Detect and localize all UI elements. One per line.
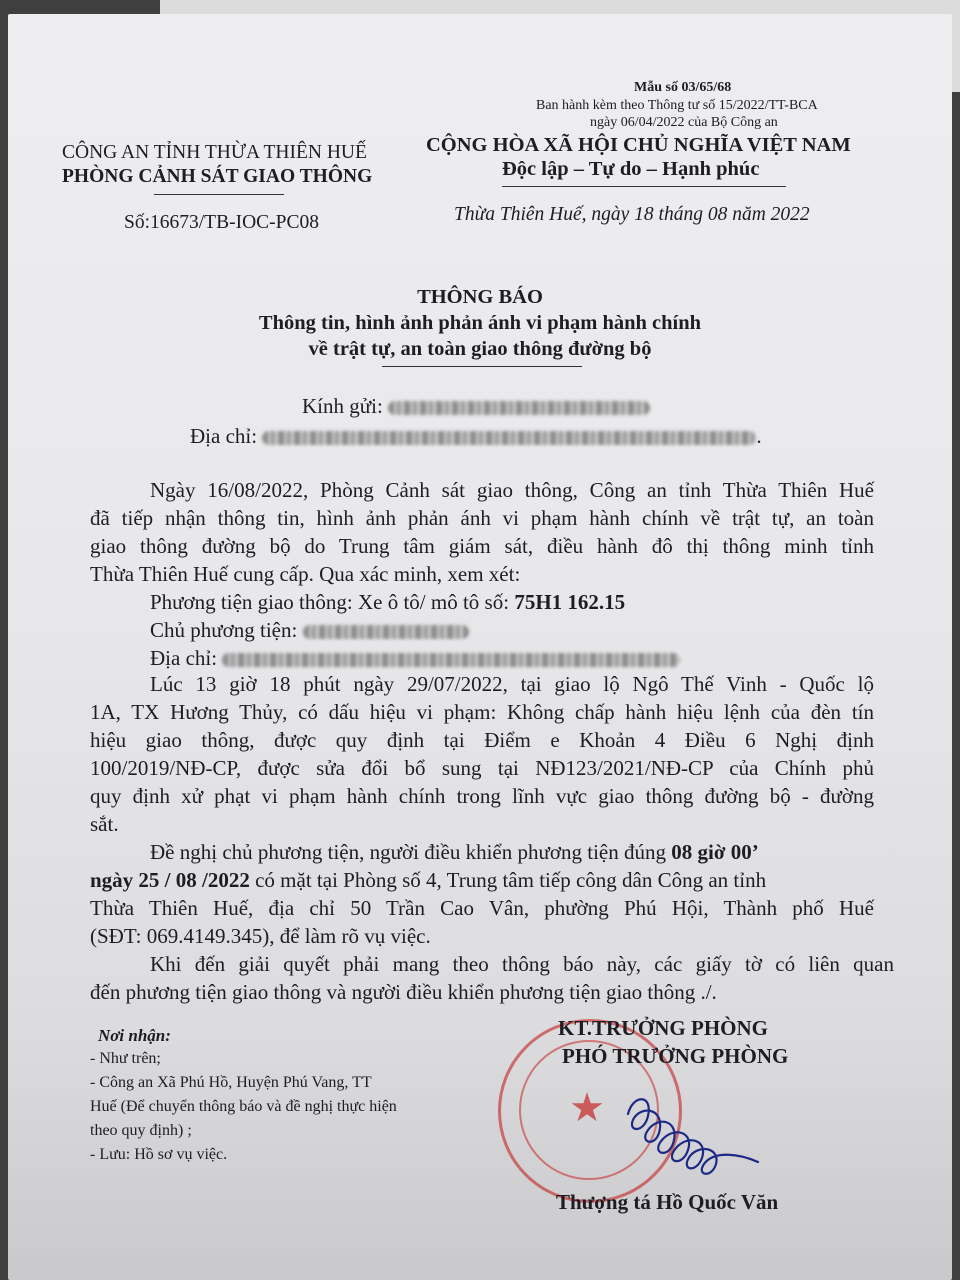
document-number: Số:16673/TB-IOC-PC08 — [124, 212, 320, 233]
signer-role-1: KT.TRƯỞNG PHÒNG — [558, 1016, 768, 1040]
document-title: THÔNG BÁO — [417, 286, 543, 308]
paragraph-2-line1: Lúc 13 giờ 18 phút ngày 29/07/2022, tại giao lộ Ngô Thế Vinh - Quốc lộ — [150, 672, 874, 696]
paragraph-1-line4: Thừa Thiên Huế cung cấp. Qua xác minh, xem xét: — [90, 562, 521, 586]
issued-by-line1: Ban hành kèm theo Thông tư số 15/2022/TT-BCA — [536, 98, 818, 113]
agency-underline — [154, 194, 284, 195]
recipient-label: Kính gửi: — [302, 394, 383, 418]
agency-parent: CÔNG AN TỈNH THỪA THIÊN HUẾ — [62, 142, 367, 163]
vehicle-plate: 75H1 162.15 — [514, 590, 626, 614]
motto-underline — [502, 186, 786, 187]
signer-role-2: PHÓ TRƯỞNG PHÒNG — [562, 1044, 789, 1068]
appointment-time: 08 giờ 00’ — [671, 840, 759, 864]
owner-address-line — [150, 646, 680, 671]
recipient-address-line: Địa chỉ: . — [190, 424, 762, 448]
recipient-item-2-line2: Huế (Để chuyển thông báo và đề nghị thực hiện — [90, 1098, 397, 1115]
paragraph-2-line4: 100/2019/NĐ-CP, được sửa đổi bổ sung tại NĐ123/2021/NĐ-CP của Chính phủ — [90, 756, 874, 780]
owner-address-label: Địa chỉ: — [150, 646, 218, 670]
address-label: Địa chỉ: — [190, 424, 258, 448]
paragraph-3-line1: Đề nghị chủ phương tiện, người điều khiển phương tiện đúng 08 giờ 00’ — [150, 840, 759, 864]
title-underline — [382, 366, 582, 367]
appointment-date: ngày 25 / 08 /2022 — [90, 868, 250, 892]
paragraph-4-line2: đến phương tiện giao thông và người điều khiển phương tiện giao thông ./. — [90, 980, 717, 1004]
agency-name: PHÒNG CẢNH SÁT GIAO THÔNG — [62, 166, 373, 187]
recipient-line — [302, 394, 650, 419]
signer-name: Thượng tá Hồ Quốc Văn — [556, 1190, 779, 1214]
paragraph-3-line2: ngày 25 / 08 /2022 có mặt tại Phòng số 4, Trung tâm tiếp công dân Công an tỉnh — [90, 868, 767, 892]
vehicle-line — [150, 590, 625, 615]
motto: Độc lập – Tự do – Hạnh phúc — [502, 158, 760, 180]
paragraph-2-line6: sắt. — [90, 812, 119, 836]
paragraph-2-line2: 1A, TX Hương Thủy, có dấu hiệu vi phạm: Không chấp hành hiệu lệnh của đèn tín — [90, 700, 874, 724]
nation-name: CỘNG HÒA XÃ HỘI CHỦ NGHĨA VIỆT NAM — [426, 134, 851, 156]
recipients-heading: Nơi nhận: — [98, 1026, 171, 1045]
form-number: Mẫu số 03/65/68 — [634, 80, 732, 95]
redacted-owner-name — [303, 625, 469, 639]
paragraph-1-line3: giao thông đường bộ do Trung tâm giám sát, điều hành đô thị thông minh tỉnh — [90, 534, 874, 558]
place-and-date: Thừa Thiên Huế, ngày 18 tháng 08 năm 2022 — [454, 204, 810, 225]
document-subtitle-line2: về trật tự, an toàn giao thông đường bộ — [308, 338, 652, 360]
vehicle-label: Phương tiện giao thông: Xe ô tô/ mô tô số: — [150, 590, 515, 614]
issued-by-line2: ngày 06/04/2022 của Bộ Công an — [590, 115, 778, 130]
document-page — [8, 14, 952, 1280]
paragraph-4-line1: Khi đến giải quyết phải mang theo thông báo này, các giấy tờ có liên quan — [150, 952, 894, 976]
paragraph-1-line1: Ngày 16/08/2022, Phòng Cảnh sát giao thông, Công an tỉnh Thừa Thiên Huế — [150, 478, 874, 502]
owner-label: Chủ phương tiện: — [150, 618, 298, 642]
paragraph-2-line3: hiệu giao thông, được quy định tại Điểm e Khoản 4 Điều 6 Nghị định — [90, 728, 874, 752]
handwritten-signature — [608, 1084, 788, 1184]
recipient-item-1: - Như trên; — [90, 1050, 161, 1067]
recipient-item-2-line1: - Công an Xã Phú Hồ, Huyện Phú Vang, TT — [90, 1074, 372, 1091]
document-subtitle-line1: Thông tin, hình ảnh phản ánh vi phạm hành chính — [258, 312, 702, 334]
stamp-star-icon: ★ — [569, 1085, 605, 1131]
owner-line — [150, 618, 469, 643]
recipient-item-2-line3: theo quy định) ; — [90, 1122, 192, 1139]
paragraph-3-line4: (SĐT: 069.4149.345), để làm rõ vụ việc. — [90, 924, 431, 948]
paragraph-1-line2: đã tiếp nhận thông tin, hình ảnh phản ánh vi phạm hành chính về trật tự, an toàn — [90, 506, 874, 530]
paragraph-3-line3: Thừa Thiên Huế, địa chỉ 50 Trần Cao Vân, phường Phú Hội, Thành phố Huế — [90, 896, 874, 920]
recipient-item-3: - Lưu: Hồ sơ vụ việc. — [90, 1146, 228, 1163]
redacted-recipient-address — [262, 431, 756, 445]
paragraph-2-line5: quy định xử phạt vi phạm hành chính trong lĩnh vực giao thông đường bộ - đường — [90, 784, 874, 808]
redacted-owner-address — [222, 653, 680, 667]
redacted-recipient-name — [388, 401, 650, 415]
